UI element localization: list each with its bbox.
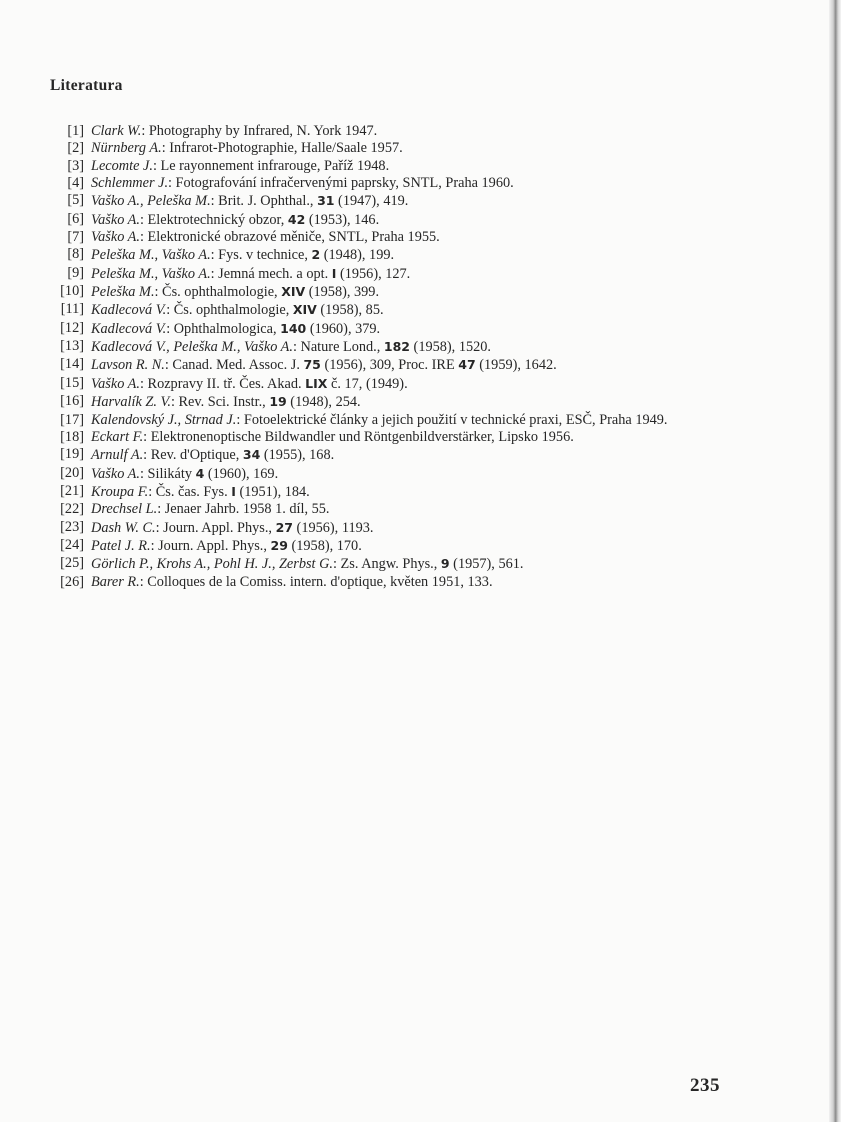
reference-authors: Patel J. R. [91,537,151,554]
reference-authors: Vaško A. [91,465,140,482]
section-heading: Literatura [50,77,123,94]
reference-volume: 182 [383,339,410,355]
reference-item [54,375,729,393]
reference-number: [24] [60,536,84,553]
reference-text: (1953), 146. [305,211,380,228]
reference-item [54,412,729,429]
reference-number: [23] [60,518,84,535]
reference-volume: 47 [458,357,476,373]
reference-number: [9] [67,264,84,281]
reference-item [54,301,729,319]
reference-text: (1960), 169. [204,465,279,482]
reference-item [54,446,729,464]
reference-text: : Ophthalmologica, [166,320,281,337]
reference-authors: Kalendovský J., Strnad J. [91,411,237,428]
reference-text: : Nature Lond., [292,339,384,356]
reference-text: (1956), 1193. [292,519,374,536]
reference-item [54,574,729,591]
reference-volume: 9 [440,556,450,572]
reference-text: : Infrarot-Photographie, Halle/Saale 1957. [161,140,403,157]
reference-text: : Brit. J. Ophthal., [210,193,318,210]
reference-text: : Canad. Med. Assoc. J. [164,357,304,374]
reference-number: [12] [60,319,84,336]
reference-number: [10] [60,283,84,300]
reference-volume: I [331,265,337,281]
reference-authors: Eckart F. [91,428,144,445]
reference-text: : Jemná mech. a opt. [210,265,332,282]
reference-authors: Harvalík Z. V. [91,394,171,411]
reference-number: [21] [60,482,84,499]
reference-item [54,283,729,301]
reference-list [54,123,729,591]
reference-text: : Rev. Sci. Instr., [170,394,270,411]
reference-item [54,338,729,356]
reference-text: (1958), 1520. [409,339,491,356]
reference-number: [15] [60,374,84,391]
reference-text: č. 17, (1949). [327,375,408,392]
reference-item [54,519,729,537]
reference-number: [13] [60,338,84,355]
reference-number: [2] [67,140,84,157]
reference-text: : Elektronenoptische Bildwandler und Röntgenbildverstärker, Lipsko 1956. [143,428,574,445]
reference-item [54,211,729,229]
reference-text: (1956), 127. [336,265,411,282]
reference-text: (1951), 184. [235,483,310,500]
reference-text: : Elektrotechnický obzor, [139,211,288,228]
reference-text: : Fys. v technice, [210,247,312,264]
reference-item [54,175,729,192]
reference-text: : Silikáty [139,465,196,482]
reference-text: (1948), 254. [286,394,361,411]
reference-item [54,265,729,283]
reference-number: [3] [67,157,84,174]
reference-item [54,140,729,157]
reference-item [54,356,729,374]
reference-number: [5] [67,192,84,209]
reference-volume: 34 [242,447,261,463]
reference-item [54,537,729,555]
reference-authors: Dash W. C. [91,519,156,536]
reference-text: (1957), 561. [449,556,524,573]
reference-authors: Peleška M. [91,284,155,301]
reference-text: : Photography by Infrared, N. York 1947. [141,123,378,139]
reference-volume: XIV [292,302,317,318]
reference-authors: Drechsel L. [91,501,158,518]
reference-item [54,320,729,338]
reference-authors: Peleška M., Vaško A. [91,265,211,282]
reference-item [54,501,729,518]
reference-authors: Vaško A. [91,211,140,228]
reference-text: : Colloques de la Comiss. intern. d'optique, květen 1951, 133. [139,573,493,590]
reference-number: [25] [60,555,84,572]
reference-authors: Peleška M., Vaško A. [91,247,211,264]
reference-volume: 2 [311,247,321,263]
reference-authors: Lavson R. N. [91,357,165,374]
reference-authors: Kadlecová V., Peleška M., Vaško A. [91,339,293,356]
reference-item [54,158,729,175]
reference-volume: I [231,483,236,499]
reference-text: (1948), 199. [320,247,395,264]
reference-volume: 4 [195,465,205,481]
reference-number: [26] [60,573,84,590]
reference-authors: Görlich P., Krohs A., Pohl H. J., Zerbst G. [91,556,333,573]
reference-item [54,123,729,140]
reference-authors: Kroupa F. [91,483,149,500]
reference-text: : Čs. ophthalmologie, [166,302,293,319]
reference-text: (1958), 85. [316,302,384,319]
reference-text: (1947), 419. [334,193,409,210]
reference-text: : Journ. Appl. Phys., [155,519,276,536]
reference-text: (1960), 379. [306,320,381,337]
reference-number: [22] [60,501,84,518]
reference-authors: Nürnberg A. [91,140,162,157]
reference-item [54,555,729,573]
reference-text: : Rev. d'Optique, [143,447,243,464]
reference-item [54,246,729,264]
reference-authors: Vaško A. [91,375,140,392]
reference-authors: Vaško A., Peleška M. [91,193,211,210]
reference-text: : Jenaer Jahrb. 1958 1. díl, 55. [157,501,330,518]
reference-text: : Zs. Angw. Phys., [333,556,441,573]
reference-item [54,393,729,411]
reference-number: [17] [60,411,84,428]
reference-authors: Lecomte J. [91,157,153,174]
reference-authors: Kadlecová V. [91,320,167,337]
reference-text: : Fotografování infračervenými paprsky, SNTL, Praha 1960. [168,175,514,192]
reference-number: [14] [60,356,84,373]
reference-authors: Vaško A. [91,229,140,246]
reference-number: [20] [60,464,84,481]
reference-text: (1956), 309, Proc. IRE [320,357,459,374]
reference-number: [7] [67,229,84,246]
reference-item [54,465,729,483]
reference-authors: Clark W. [91,123,142,139]
reference-volume: 140 [280,320,307,336]
reference-volume: 29 [270,537,288,553]
reference-volume: XIV [281,284,306,300]
reference-text: (1959), 1642. [475,357,557,374]
reference-authors: Arnulf A. [91,447,144,464]
reference-number: [1] [67,123,84,139]
reference-text: : Čs. čas. Fys. [148,483,232,500]
reference-number: [18] [60,428,84,445]
reference-item [54,192,729,210]
reference-text: : Le rayonnement infrarouge, Paříž 1948. [152,157,390,174]
reference-number: [11] [60,301,84,318]
reference-authors: Schlemmer J. [91,175,169,192]
reference-text: (1958), 170. [287,537,362,554]
reference-text: : Fotoelektrické články a jejich použití v technické praxi, ESČ, Praha 1949. [236,411,668,428]
reference-item [54,229,729,246]
reference-volume: 27 [275,519,293,535]
reference-volume: 31 [317,193,335,209]
reference-number: [6] [67,210,84,227]
reference-volume: 42 [287,211,306,227]
reference-number: [4] [67,175,84,192]
reference-number: [16] [60,393,84,410]
reference-text: (1955), 168. [260,447,335,464]
reference-authors: Barer R. [91,573,140,590]
page-number: 235 [690,1075,720,1096]
reference-text: : Journ. Appl. Phys., [150,537,271,554]
reference-volume: 75 [303,357,321,373]
reference-volume: 19 [269,394,287,410]
reference-item [54,483,729,501]
reference-authors: Kadlecová V. [91,302,167,319]
reference-volume: LIX [305,375,328,391]
reference-text: : Rozpravy II. tř. Čes. Akad. [139,375,306,392]
reference-number: [8] [67,246,84,263]
page-edge-shadow [829,0,841,1122]
reference-text: : Čs. ophthalmologie, [154,284,282,301]
reference-item [54,429,729,446]
reference-text: : Elektronické obrazové měniče, SNTL, Praha 1955. [139,229,440,246]
reference-text: (1958), 399. [305,284,380,301]
reference-number: [19] [60,446,84,463]
